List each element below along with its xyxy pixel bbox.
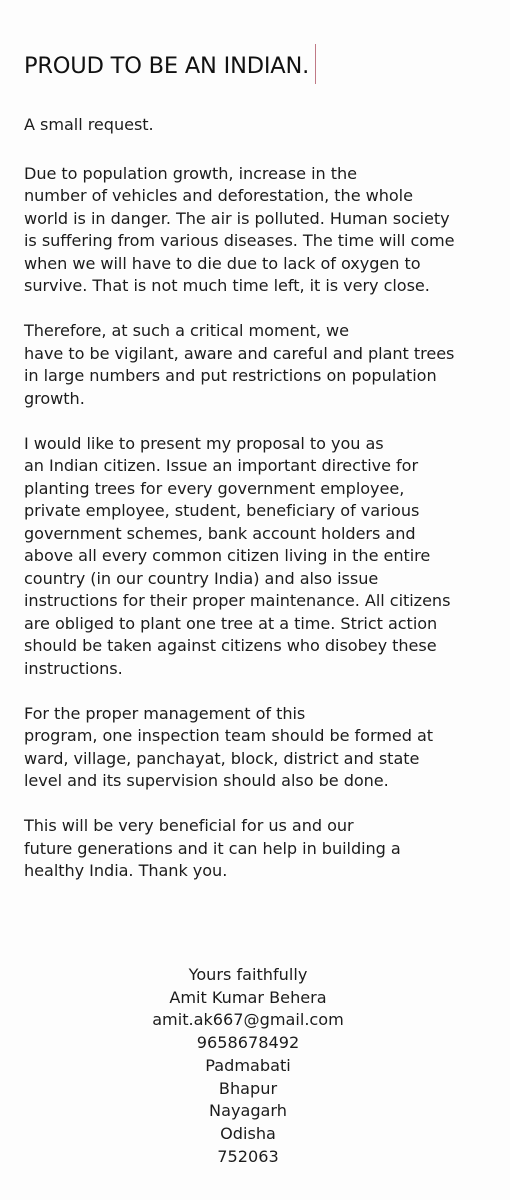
address-pin: 752063: [217, 1146, 279, 1166]
closing: Yours faithfully: [188, 965, 308, 984]
title-row: [24, 50, 316, 84]
sender-email: amit.ak667@gmail.com: [152, 1010, 344, 1030]
paragraph-2: Therefore, at such a critical moment, we have to be vigilant, aware and careful and plant trees in large numbers and put restrictions on population growth.: [24, 321, 455, 408]
signature-block: [0, 964, 496, 1168]
sender-phone: 9658678492: [196, 1033, 300, 1053]
paragraph-3: I would like to present my proposal to you as an Indian citizen. Issue an important directive for planting trees for every government employee, private employee, student, beneficiary of various government schemes, bank account holders and above all every common citizen living in the entire country (in our country India) and also issue instructions for their proper maintenance. All citizens are obliged to plant one tree at a time. Strict action should be taken against citizens who disobey these instructions.: [24, 433, 451, 678]
address-state: Odisha: [220, 1123, 276, 1143]
address-district: Nayagarh: [209, 1101, 287, 1121]
address-line-2: Bhapur: [218, 1078, 278, 1098]
request-line: A small request.: [24, 115, 154, 134]
text-cursor: [315, 44, 316, 84]
paragraph-5: This will be very beneficial for us and our future generations and it can help in building a healthy India. Thank you.: [24, 816, 401, 880]
paragraph-4: For the proper management of this program, one inspection team should be formed at ward, village, panchayat, block, district and state level and its supervision should also be done.: [24, 703, 434, 790]
document-title: PROUD TO BE AN INDIAN.: [24, 53, 310, 79]
paragraph-1: Due to population growth, increase in the number of vehicles and deforestation, the whole world is in danger. The air is polluted. Human society is suffering from various diseases. The time will come when we will have to die due to lack of oxygen to survive. That is not much time left, it is very close.: [24, 163, 455, 295]
letter-body: [24, 114, 494, 905]
sender-name: Amit Kumar Behera: [169, 987, 327, 1007]
address-line-1: Padmabati: [205, 1055, 291, 1075]
